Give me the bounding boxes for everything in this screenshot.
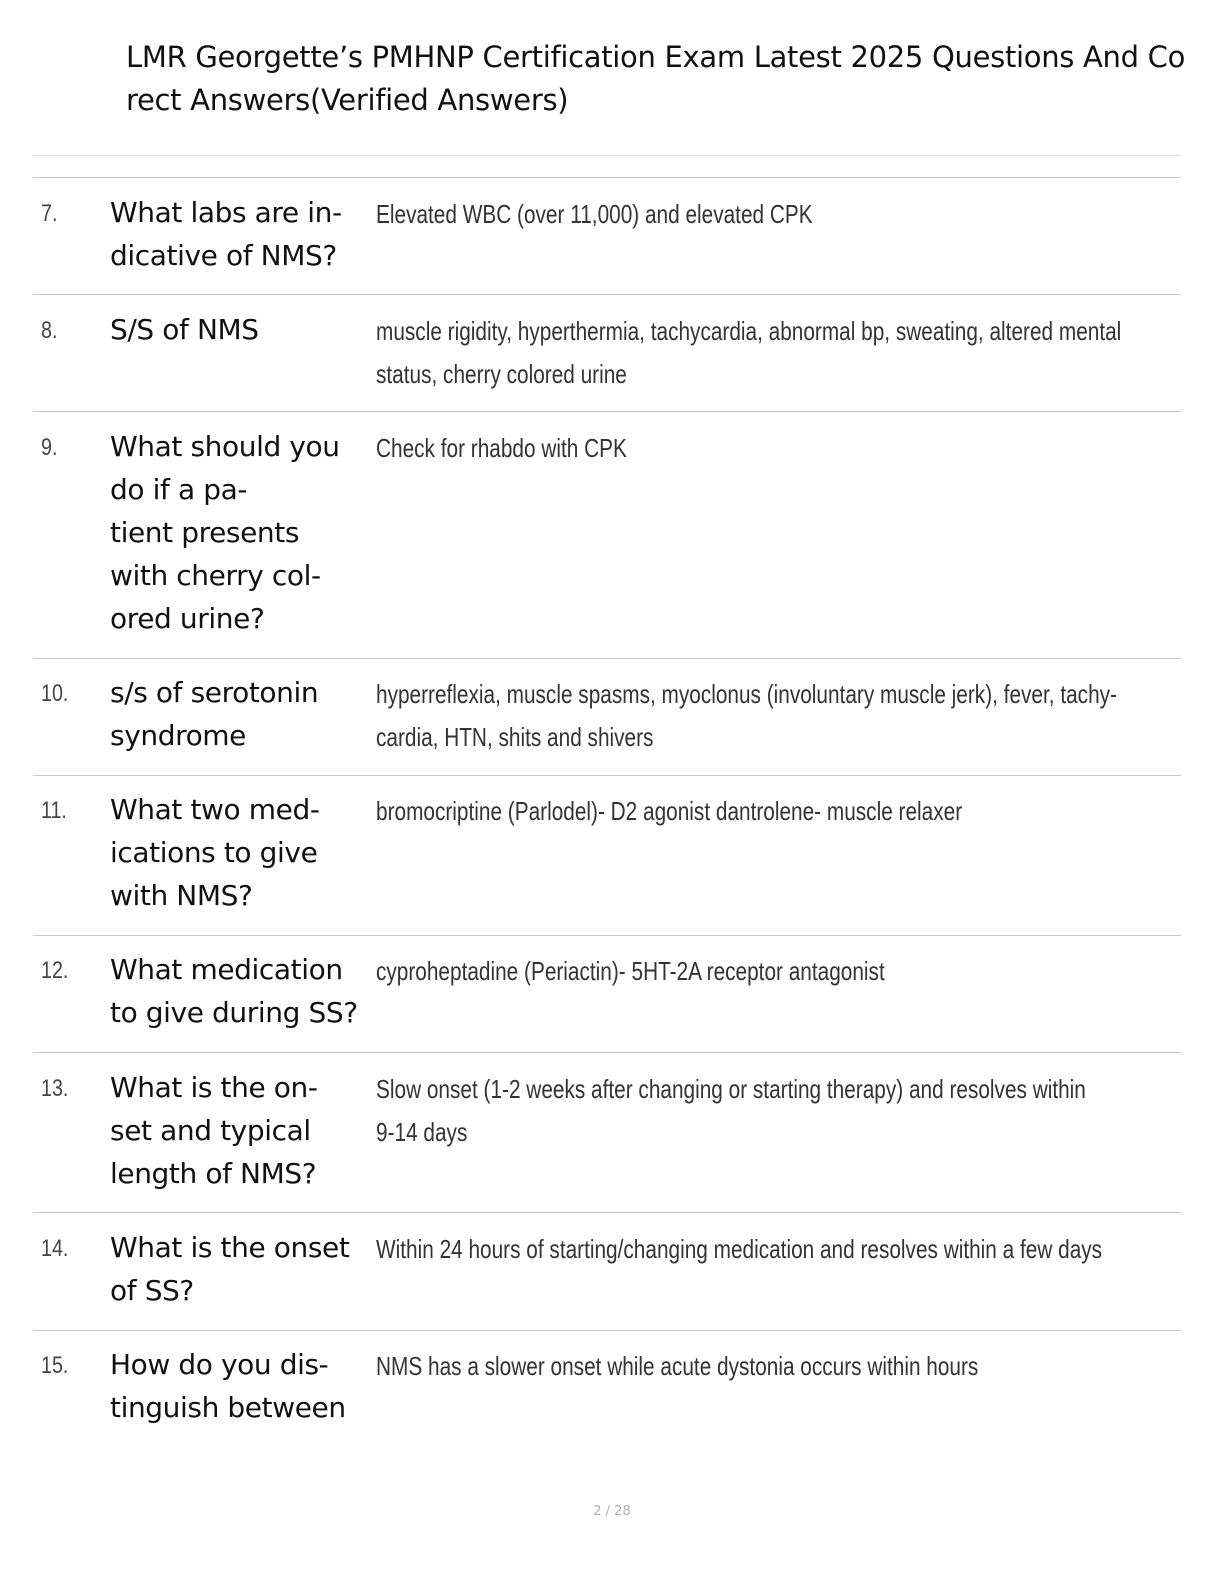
qa-question-line: to give during SS? bbox=[110, 996, 358, 1029]
header-divider bbox=[33, 155, 1181, 156]
qa-question-line: What labs are in- bbox=[110, 196, 342, 229]
qa-question-line: ications to give bbox=[110, 836, 318, 869]
qa-question-line: s/s of serotonin bbox=[110, 676, 319, 709]
table-top-divider bbox=[33, 177, 1181, 178]
qa-question bbox=[110, 1226, 380, 1312]
qa-number: 11. bbox=[41, 797, 67, 824]
qa-number: 13. bbox=[41, 1075, 69, 1102]
qa-question-line: tinguish between bbox=[110, 1391, 346, 1424]
qa-answer-line: bromocriptine (Parlodel)- D2 agonist dantrolene- muscle relaxer bbox=[376, 796, 963, 826]
document-title-line-1: LMR Georgette’s PMHNP Certification Exam Latest 2025 Questions And Co bbox=[126, 40, 1186, 74]
qa-answer-line: Within 24 hours of starting/changing medication and resolves within a few days bbox=[376, 1234, 1103, 1264]
qa-question bbox=[110, 1066, 380, 1195]
qa-answer-line: 9-14 days bbox=[376, 1117, 468, 1147]
qa-question-line: What is the onset bbox=[110, 1231, 350, 1264]
qa-answer bbox=[376, 193, 813, 236]
qa-answer-line: cardia, HTN, shits and shivers bbox=[376, 722, 654, 752]
qa-question-line: with NMS? bbox=[110, 879, 253, 912]
qa-answer bbox=[376, 1345, 978, 1388]
qa-question-line: of SS? bbox=[110, 1274, 194, 1307]
qa-answer bbox=[376, 1068, 1086, 1154]
qa-question bbox=[110, 671, 380, 757]
qa-answer-line: muscle rigidity, hyperthermia, tachycardia, abnormal bp, sweating, altered mental bbox=[376, 316, 1122, 346]
qa-answer bbox=[376, 427, 627, 470]
qa-question-line: S/S of NMS bbox=[110, 313, 259, 346]
qa-question-line: How do you dis- bbox=[110, 1348, 329, 1381]
qa-answer-line: Elevated WBC (over 11,000) and elevated CPK bbox=[376, 199, 813, 229]
row-divider bbox=[33, 775, 1181, 776]
qa-question bbox=[110, 1343, 380, 1429]
document-title bbox=[126, 36, 1216, 122]
row-divider bbox=[33, 1052, 1181, 1053]
qa-number: 12. bbox=[41, 957, 69, 984]
qa-question-line: What should you bbox=[110, 430, 340, 463]
qa-question-line: set and typical bbox=[110, 1114, 311, 1147]
row-divider bbox=[33, 1330, 1181, 1331]
qa-answer bbox=[376, 1228, 1102, 1271]
qa-answer-line: cyproheptadine (Periactin)- 5HT-2A receptor antagonist bbox=[376, 956, 885, 986]
qa-answer-line: Slow onset (1-2 weeks after changing or starting therapy) and resolves within bbox=[376, 1074, 1086, 1104]
qa-question-line: What is the on- bbox=[110, 1071, 318, 1104]
qa-answer-line: status, cherry colored urine bbox=[376, 359, 627, 389]
qa-question-line: ored urine? bbox=[110, 602, 265, 635]
row-divider bbox=[33, 935, 1181, 936]
qa-number: 14. bbox=[41, 1235, 69, 1262]
qa-question-line: syndrome bbox=[110, 719, 247, 752]
qa-question-line: What medication bbox=[110, 953, 343, 986]
qa-number: 7. bbox=[41, 200, 58, 227]
qa-answer bbox=[376, 673, 1117, 759]
qa-question-line: dicative of NMS? bbox=[110, 239, 337, 272]
qa-answer-line: hyperreflexia, muscle spasms, myoclonus (involuntary muscle jerk), fever, tachy- bbox=[376, 679, 1117, 709]
qa-answer bbox=[376, 310, 1121, 396]
qa-question bbox=[110, 948, 380, 1034]
qa-number: 10. bbox=[41, 680, 69, 707]
page-number: 2 / 28 bbox=[593, 1504, 631, 1519]
row-divider bbox=[33, 294, 1181, 295]
qa-number: 9. bbox=[41, 434, 58, 461]
qa-answer-line: NMS has a slower onset while acute dystonia occurs within hours bbox=[376, 1351, 979, 1381]
qa-answer bbox=[376, 790, 962, 833]
row-divider bbox=[33, 1212, 1181, 1213]
qa-question bbox=[110, 425, 380, 640]
qa-question bbox=[110, 308, 380, 351]
qa-question-line: with cherry col- bbox=[110, 559, 321, 592]
qa-question-line: length of NMS? bbox=[110, 1157, 317, 1190]
qa-question-line: tient presents bbox=[110, 516, 300, 549]
qa-answer bbox=[376, 950, 885, 993]
row-divider bbox=[33, 658, 1181, 659]
row-divider bbox=[33, 411, 1181, 412]
qa-number: 8. bbox=[41, 317, 58, 344]
qa-answer-line: Check for rhabdo with CPK bbox=[376, 433, 627, 463]
qa-question bbox=[110, 788, 380, 917]
qa-number: 15. bbox=[41, 1352, 69, 1379]
qa-question-line: do if a pa- bbox=[110, 473, 248, 506]
qa-question bbox=[110, 191, 380, 277]
document-title-line-2: rect Answers(Verified Answers) bbox=[126, 83, 569, 117]
qa-question-line: What two med- bbox=[110, 793, 320, 826]
